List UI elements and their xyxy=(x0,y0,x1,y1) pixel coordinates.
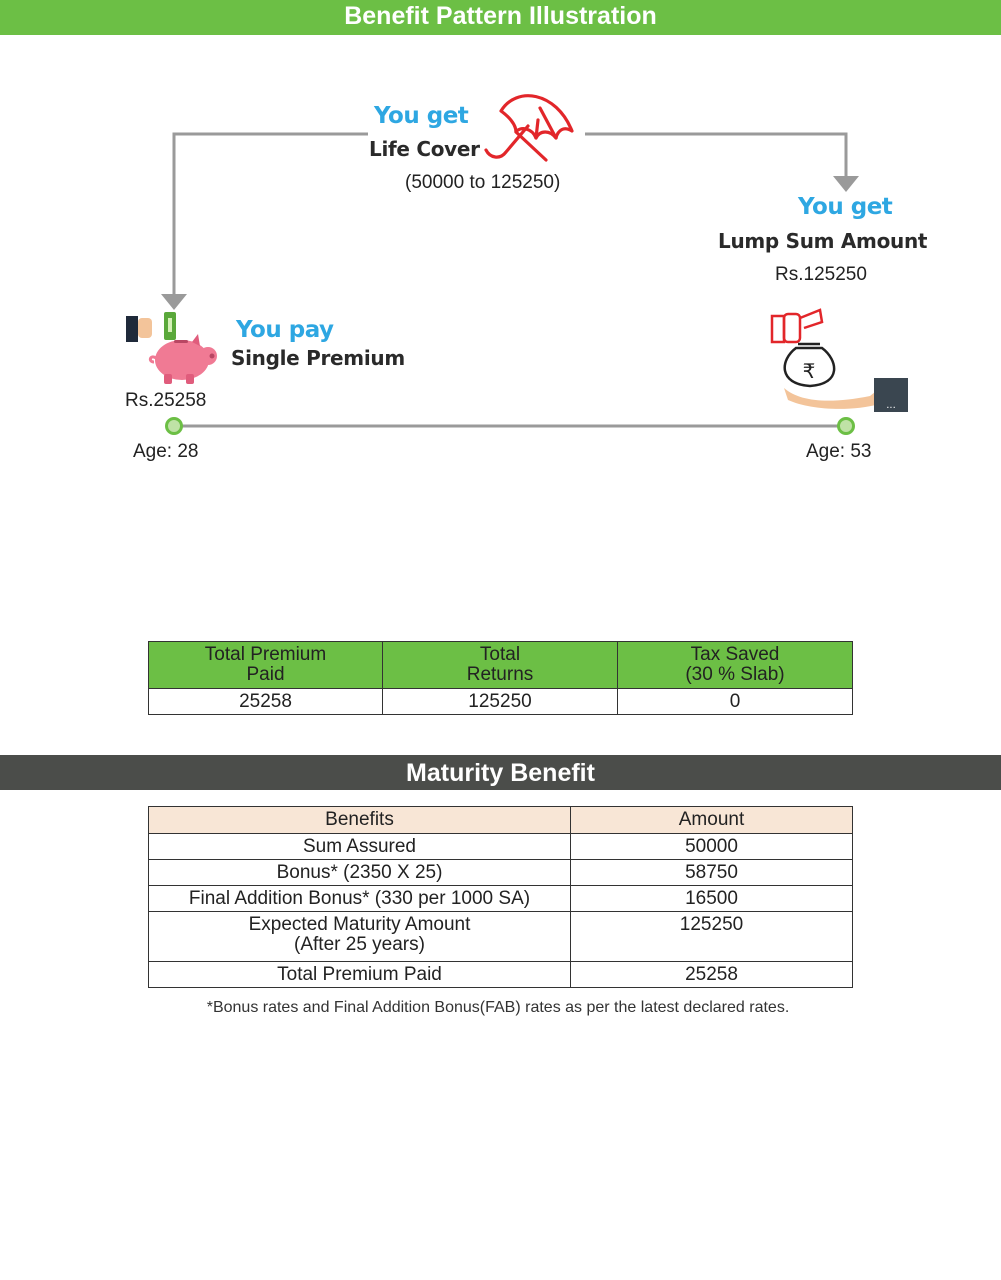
left-flow-line xyxy=(174,134,368,298)
summary-header-row xyxy=(149,642,853,689)
start-age: Age: 28 xyxy=(133,441,199,462)
benefit-label xyxy=(149,912,571,962)
page-title: Benefit Pattern Illustration xyxy=(0,0,1001,35)
life-cover-range: (50000 to 125250) xyxy=(405,172,561,193)
benefit-label: Bonus* (2350 X 25) xyxy=(149,860,571,886)
expected-maturity-label: Expected Maturity Amount xyxy=(248,914,471,935)
svg-text:₹: ₹ xyxy=(802,359,816,383)
right-flow-line xyxy=(585,134,846,178)
maturity-benefit-title: Maturity Benefit xyxy=(0,755,1001,790)
timeline-start-dot xyxy=(167,419,182,434)
money-bag-icon xyxy=(772,310,908,412)
benefit-amount: 16500 xyxy=(571,886,853,912)
end-age: Age: 53 xyxy=(806,441,872,462)
single-premium-label: Single Premium xyxy=(231,346,405,370)
header-tax-saved: Tax Saved (30 % Slab) xyxy=(618,642,853,689)
table-row xyxy=(149,860,853,886)
header-benefits: Benefits xyxy=(149,807,571,834)
down-arrow-right xyxy=(833,176,859,192)
benefit-label: Total Premium Paid xyxy=(149,962,571,988)
summary-values-row xyxy=(149,689,853,715)
header-amount: Amount xyxy=(571,807,853,834)
benefit-amount: 125250 xyxy=(571,912,853,962)
benefit-label: Final Addition Bonus* (330 per 1000 SA) xyxy=(149,886,571,912)
value-tax-saved: 0 xyxy=(618,689,853,715)
value-total-premium: 25258 xyxy=(149,689,383,715)
table-row xyxy=(149,886,853,912)
benefit-amount: 50000 xyxy=(571,834,853,860)
footnote: *Bonus rates and Final Addition Bonus(FAB) rates as per the latest declared rates. xyxy=(206,999,790,1016)
table-row xyxy=(149,912,853,962)
benefit-label: Sum Assured xyxy=(149,834,571,860)
svg-text:...: ... xyxy=(886,400,896,411)
timeline-end-dot xyxy=(839,419,854,434)
you-get-lump-label: You get xyxy=(798,194,893,220)
value-total-returns: 125250 xyxy=(383,689,618,715)
benefit-amount: 25258 xyxy=(571,962,853,988)
summary-table xyxy=(148,641,853,715)
you-pay-label: You pay xyxy=(236,317,334,343)
you-get-cover-label: You get xyxy=(374,103,469,129)
header-total-premium: Total Premium Paid xyxy=(149,642,383,689)
maturity-table xyxy=(148,806,853,988)
expected-maturity-sublabel: (After 25 years) xyxy=(294,934,425,955)
premium-amount: Rs.25258 xyxy=(125,390,207,411)
benefit-amount: 58750 xyxy=(571,860,853,886)
lump-sum-label: Lump Sum Amount xyxy=(718,229,928,253)
umbrella-icon xyxy=(486,96,572,160)
maturity-header-row xyxy=(149,807,853,834)
lump-sum-amount: Rs.125250 xyxy=(775,264,867,285)
down-arrow-left xyxy=(161,294,187,310)
table-row xyxy=(149,834,853,860)
header-total-returns: Total Returns xyxy=(383,642,618,689)
table-row xyxy=(149,962,853,988)
piggy-bank-icon xyxy=(126,312,217,384)
life-cover-label: Life Cover xyxy=(369,137,480,161)
